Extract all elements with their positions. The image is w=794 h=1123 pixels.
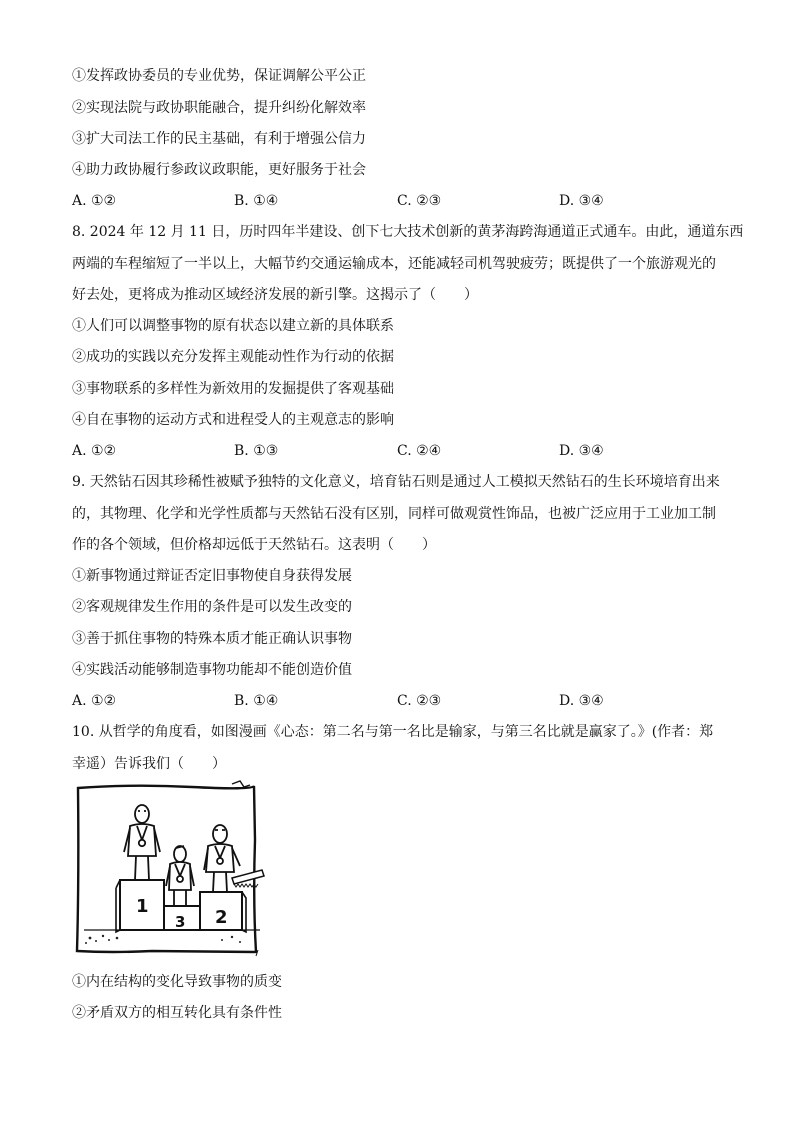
- q8-item-4: ④自在事物的运动方式和进程受人的主观意志的影响: [72, 412, 394, 428]
- q9-option-a: A. ①②: [72, 693, 117, 709]
- q10-stem-line-2: 幸遥）告诉我们（ ）: [72, 756, 226, 772]
- q9-option-c: C. ②③: [397, 693, 442, 709]
- q8-item-2: ②成功的实践以充分发挥主观能动性作为行动的依据: [72, 349, 394, 365]
- q7-option-a: A. ①②: [72, 193, 117, 209]
- podium-number-second: 2: [215, 907, 228, 928]
- q7-options: [72, 191, 732, 211]
- q9-stem-line-2: 的，其物理、化学和光学性质都与天然钻石没有区别，同样可做观赏性饰品，也被广泛应用于工业加工制: [72, 506, 716, 522]
- q8-item-1: ①人们可以调整事物的原有状态以建立新的具体联系: [72, 318, 394, 334]
- saw-icon: [232, 870, 264, 887]
- podium-number-first: 1: [136, 896, 149, 917]
- q7-item-3: ③扩大司法工作的民主基础，有利于增强公信力: [72, 131, 366, 147]
- q7-option-d: D. ③④: [559, 193, 604, 209]
- q8-options: [72, 441, 732, 461]
- q10-item-1: ①内在结构的变化导致事物的质变: [72, 974, 282, 990]
- q9-item-2: ②客观规律发生作用的条件是可以发生改变的: [72, 599, 352, 615]
- q8-item-3: ③事物联系的多样性为新效用的发掘提供了客观基础: [72, 381, 394, 397]
- frame-scribble: [232, 781, 250, 787]
- q7-item-1: ①发挥政协委员的专业优势，保证调解公平公正: [72, 68, 366, 84]
- q9-stem-line-3: 作的各个领域，但价格却远低于天然钻石。这表明（ ）: [72, 537, 436, 553]
- q8-option-b: B. ①③: [234, 443, 279, 459]
- q8-stem-line-1: 8. 2024 年 12 月 11 日，历时四年半建设、创下七大技术创新的黄茅海跨海通道正式通车。由此，通道东西: [72, 224, 744, 240]
- podium-number-third: 3: [175, 913, 186, 931]
- q9-stem-line-1: 9. 天然钻石因其珍稀性被赋予独特的文化意义，培育钻石则是通过人工模拟天然钻石的生长环境培育出来: [72, 474, 720, 490]
- figure-third-place: [166, 846, 194, 906]
- q9-options: [72, 691, 732, 711]
- q7-option-b: B. ①④: [234, 193, 279, 209]
- q7-item-4: ④助力政协履行参政议政职能，更好服务于社会: [72, 162, 366, 178]
- q10-item-2: ②矛盾双方的相互转化具有条件性: [72, 1005, 282, 1021]
- q8-stem-line-3: 好去处，更将成为推动区域经济发展的新引擎。这揭示了（ ）: [72, 287, 478, 303]
- podium-cartoon: [72, 780, 268, 958]
- figure-first-place: [124, 805, 160, 880]
- q7-option-c: C. ②③: [397, 193, 442, 209]
- q8-stem-line-2: 两端的车程缩短了一半以上，大幅节约交通运输成本，还能减轻司机驾驶疲劳；既提供了一个旅游观光的: [72, 256, 716, 272]
- q9-item-1: ①新事物通过辩证否定旧事物使自身获得发展: [72, 568, 352, 584]
- q8-option-a: A. ①②: [72, 443, 117, 459]
- q8-option-d: D. ③④: [559, 443, 604, 459]
- q9-option-b: B. ①④: [234, 693, 279, 709]
- q7-item-2: ②实现法院与政协职能融合，提升纠纷化解效率: [72, 100, 366, 116]
- q9-item-3: ③善于抓住事物的特殊本质才能正确认识事物: [72, 631, 352, 647]
- ground-speckles: [85, 935, 241, 944]
- q9-item-4: ④实践活动能够制造事物功能却不能创造价值: [72, 662, 352, 678]
- q9-option-d: D. ③④: [559, 693, 604, 709]
- q10-stem-line-1: 10. 从哲学的角度看，如图漫画《心态：第二名与第一名比是输家，与第三名比就是赢家了。》(作者：郑: [72, 724, 714, 740]
- q8-option-c: C. ②④: [397, 443, 442, 459]
